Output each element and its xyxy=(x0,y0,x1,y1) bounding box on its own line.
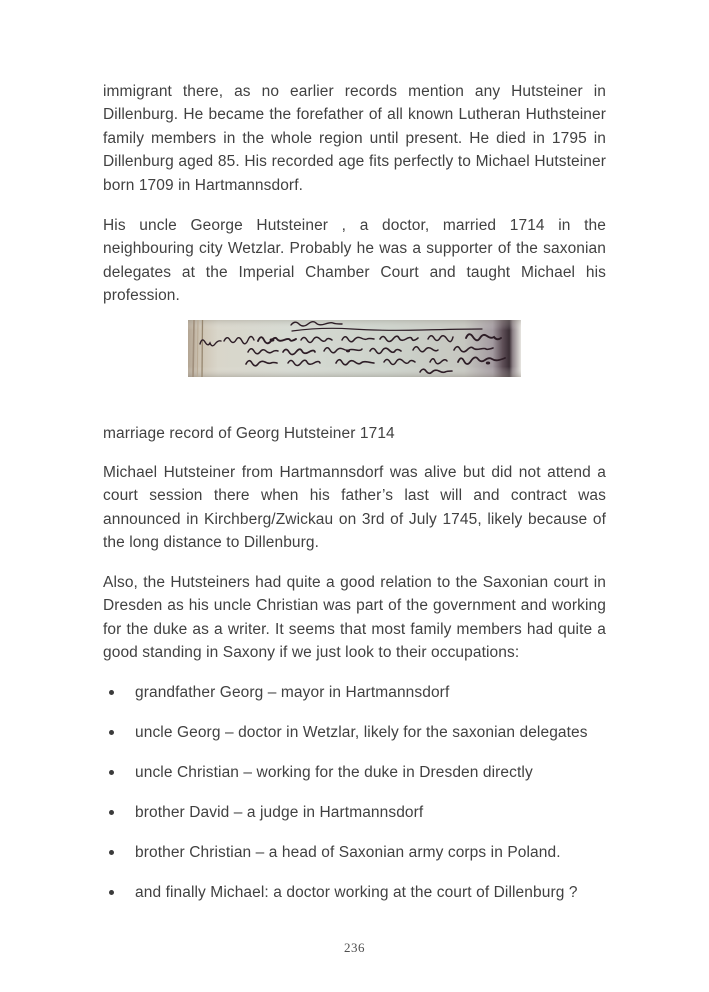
bullet-icon xyxy=(109,890,114,895)
paragraph-saxonian-court: Also, the Hutsteiners had quite a good relation to the Saxonian court in Dresden as his uncle Christian was part of the government and working for the duke as a writer. It seems that most family members had quite a good standing in Saxony if we just look to their occupations: xyxy=(103,573,606,661)
list-item-uncle-christian xyxy=(103,761,606,784)
page-content xyxy=(103,80,606,905)
list-item-brother-christian xyxy=(103,841,606,864)
list-item-brother-david xyxy=(103,801,606,824)
page-number: 236 xyxy=(344,940,365,955)
manuscript-illustration xyxy=(188,320,521,377)
paragraph-court-session: Michael Hutsteiner from Hartmannsdorf was alive but did not attend a court session there when his father’s last will and contract was announced in Kirchberg/Zwickau on 3rd of July 1745, likely because of the long distance to Dillenburg. xyxy=(103,464,606,552)
list-item-uncle-georg xyxy=(103,721,606,744)
bullet-icon xyxy=(109,810,114,815)
bullet-icon xyxy=(109,730,114,735)
marriage-record-image xyxy=(188,320,521,377)
paragraph-uncle-george: His uncle George Hutsteiner , a doctor, married 1714 in the neighbouring city Wetzlar. Probably he was a supporter of the saxonian delegates at the Imperial Chamber Court and taught Michael his profession. xyxy=(103,217,606,305)
list-item-text: brother David – a judge in Hartmannsdorf xyxy=(135,804,424,822)
list-item-text: uncle Christian – working for the duke in Dresden directly xyxy=(135,764,533,782)
paragraph-immigrant: immigrant there, as no earlier records mention any Hutsteiner in Dillenburg. He became the forefather of all known Lutheran Huthsteiner family members in the whole region until present. He died in 1795 in Dillenburg aged 85. His recorded age fits perfectly to Michael Hutsteiner born 1709 in Hartmannsdorf. xyxy=(103,83,606,194)
occupations-list xyxy=(103,681,606,904)
list-item-text: brother Christian – a head of Saxonian army corps in Poland. xyxy=(135,844,561,862)
bullet-icon xyxy=(109,690,114,695)
list-item-text: and finally Michael: a doctor working at the court of Dillenburg ? xyxy=(135,884,578,902)
list-item-michael xyxy=(103,881,606,904)
figure-caption: marriage record of Georg Hutsteiner 1714 xyxy=(103,424,395,442)
list-item-text: uncle Georg – doctor in Wetzlar, likely for the saxonian delegates xyxy=(135,724,588,742)
list-item-grandfather-georg xyxy=(103,681,606,704)
bullet-icon xyxy=(109,770,114,775)
bullet-icon xyxy=(109,850,114,855)
list-item-text: grandfather Georg – mayor in Hartmannsdorf xyxy=(135,684,450,702)
